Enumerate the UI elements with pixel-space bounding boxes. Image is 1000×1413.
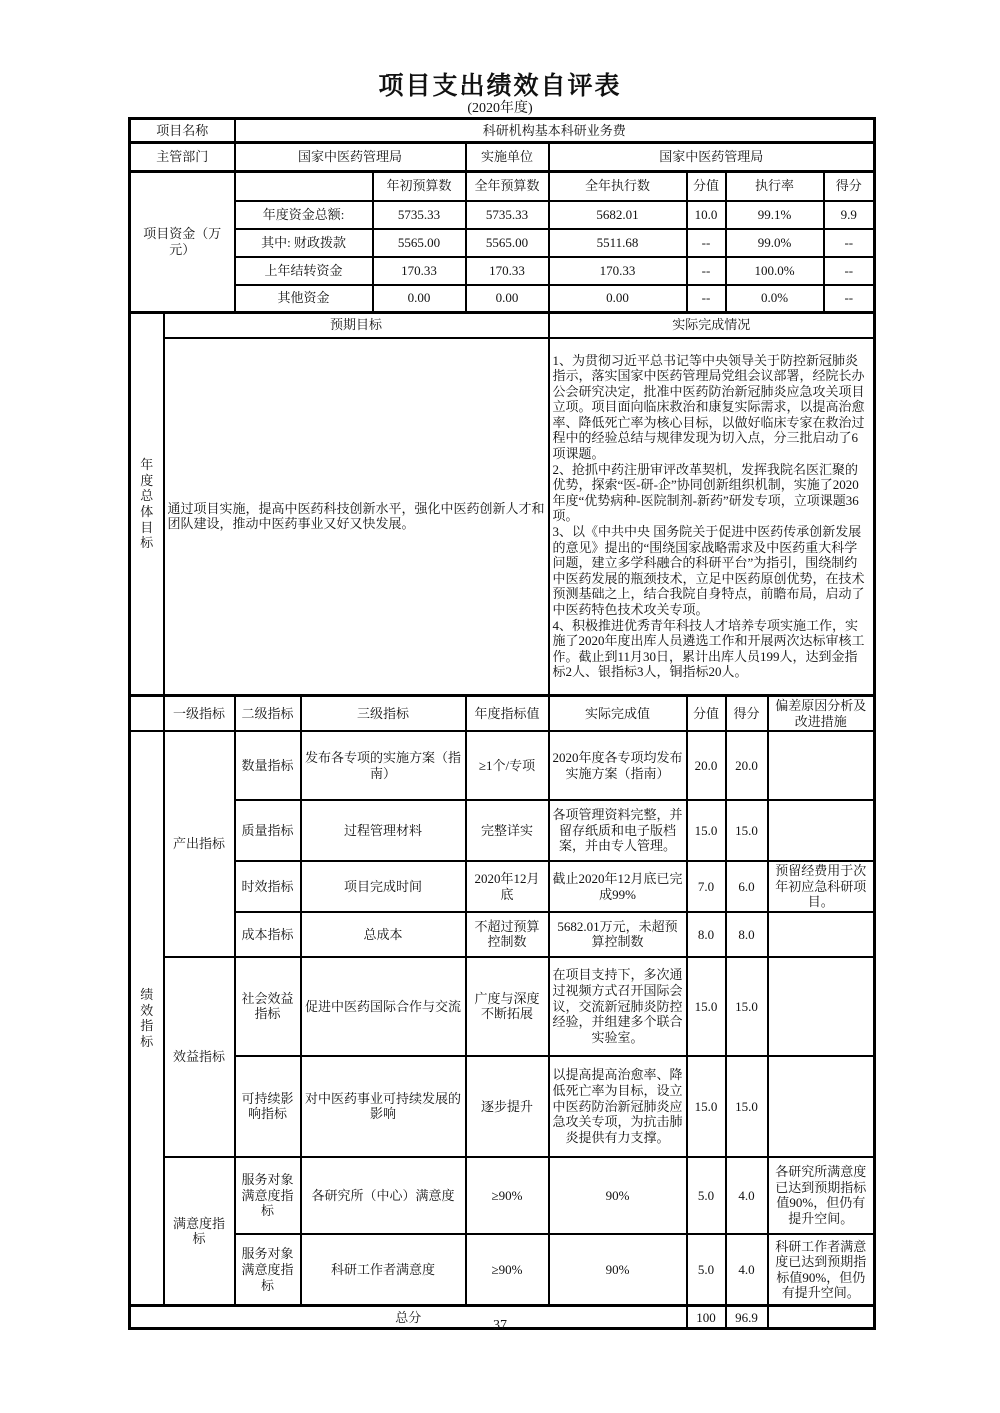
indicator-deviation-cell <box>768 731 875 800</box>
indicator-level3-cell: 科研工作者满意度 <box>301 1234 466 1306</box>
funding-annual-cell: 0.00 <box>466 285 549 313</box>
goals-actual-paragraph: 4、积极推进优秀青年科技人才培养专项实施工作，实施了2020年度出库人员遴选工作和开展两次达标审核工作。截止到11月30日，累计出库人员199人，达到金指标2人、银指标3人，铜指标20人。 <box>552 617 865 680</box>
funding-rate-cell: 99.1% <box>726 201 824 229</box>
impl-value-cell: 国家中医药管理局 <box>549 143 875 172</box>
indicator-level3-cell: 对中医药事业可持续发展的影响 <box>301 1056 466 1157</box>
indicator-points-cell: 15.0 <box>687 1056 726 1157</box>
goals-actual-paragraph: 2、抢抓中药注册审评改革契机，发挥我院名医汇聚的优势，探索“医-研-企”协同创新组织机制，实施了2020年度“优势病种-医院制剂-新药”研发专项，立项课题36项。 <box>552 461 859 524</box>
funding-sublabel-cell: 年度资金总额: <box>235 201 373 229</box>
funding-score-cell: -- <box>824 285 875 313</box>
indicator-points-cell: 20.0 <box>687 731 726 800</box>
indicator-level2-cell: 数量指标 <box>235 731 301 800</box>
page-title: 项目支出绩效自评表 <box>378 73 622 100</box>
goals-expected-text: 通过项目实施，提高中医药科技创新水平，强化中医药创新人才和团队建设，推动中医药事业又好又快发展。 <box>167 500 545 532</box>
indicator-points-cell: 5.0 <box>687 1157 726 1234</box>
indicator-points-cell: 15.0 <box>687 957 726 1056</box>
indicator-deviation-cell: 预留经费用于次年初应急科研项目。 <box>768 861 875 912</box>
funding-annual-cell: 5735.33 <box>466 201 549 229</box>
funding-rate-cell: 99.0% <box>726 229 824 257</box>
indicator-group-satisfaction: 满意度指标 <box>164 1157 235 1306</box>
project-name-value-cell: 科研机构基本科研业务费 <box>235 119 875 143</box>
indicator-level3-cell: 总成本 <box>301 912 466 957</box>
funding-score-cell: -- <box>824 257 875 285</box>
funding-sublabel-cell: 其他资金 <box>235 285 373 313</box>
indicators-col-target: 年度指标值 <box>466 696 549 732</box>
indicator-actual-cell: 90% <box>549 1157 687 1234</box>
page-subtitle: (2020年度) <box>467 101 533 116</box>
indicator-level2-cell: 时效指标 <box>235 861 301 912</box>
funding-score-cell: 9.9 <box>824 201 875 229</box>
indicator-level2-cell: 社会效益指标 <box>235 957 301 1056</box>
indicator-actual-cell: 90% <box>549 1234 687 1306</box>
indicator-score-cell: 15.0 <box>726 1056 768 1157</box>
indicator-level3-cell: 过程管理材料 <box>301 800 466 861</box>
department-row <box>130 143 875 172</box>
project-name-row <box>130 119 875 143</box>
indicator-deviation-cell: 各研究所满意度已达到预期指标值90%，但仍有提升空间。 <box>768 1157 875 1234</box>
indicator-row <box>130 800 875 861</box>
indicator-deviation-cell <box>768 1056 875 1157</box>
indicator-target-cell: ≥90% <box>466 1234 549 1306</box>
indicator-level2-cell: 成本指标 <box>235 912 301 957</box>
indicator-row <box>130 957 875 1056</box>
project-name-label-cell: 项目名称 <box>130 119 235 143</box>
indicator-deviation-cell: 科研工作者满意度已达到预期指标值90%，但仍有提升空间。 <box>768 1234 875 1306</box>
indicator-score-cell: 15.0 <box>726 957 768 1056</box>
indicator-deviation-cell <box>768 912 875 957</box>
funding-annual-cell: 170.33 <box>466 257 549 285</box>
indicator-row <box>130 1056 875 1157</box>
total-label-cell: 总分 <box>130 1306 687 1329</box>
funding-row <box>130 201 875 229</box>
funding-col-score: 得分 <box>824 172 875 201</box>
indicator-actual-cell: 在项目支持下，多次通过视频方式召开国际会议，交流新冠肺炎防控经验，并组建多个联合实验室。 <box>549 957 687 1056</box>
funding-header-row <box>130 172 875 201</box>
indicator-actual-cell: 以提高提高治愈率、降低死亡率为目标，设立中医药防治新冠肺炎应急攻关专项，为抗击肺炎提供有力支撑。 <box>549 1056 687 1157</box>
self-evaluation-table <box>128 117 876 1330</box>
indicator-row <box>130 912 875 957</box>
indicator-points-cell: 5.0 <box>687 1234 726 1306</box>
goals-actual-header-cell: 实际完成情况 <box>549 313 875 338</box>
funding-initial-cell: 0.00 <box>373 285 466 313</box>
indicator-target-cell: 不超过预算控制数 <box>466 912 549 957</box>
goals-actual-paragraph: 3、以《中共中央 国务院关于促进中医药传承创新发展的意见》提出的“围绕国家战略需求及中医药重大科学问题，建立多学科融合的科研平台”为指引，围绕制约中医药发展的瓶颈技术，立足中医药原创优势，在技术预测基础之上，结合我院自身特点，前瞻布局，启动了中医药特色技术攻关专项。 <box>552 524 865 618</box>
indicator-score-cell: 20.0 <box>726 731 768 800</box>
indicator-level2-cell: 服务对象满意度指标 <box>235 1157 301 1234</box>
goals-header-row <box>130 313 875 338</box>
indicator-level3-cell: 发布各专项的实施方案（指南） <box>301 731 466 800</box>
funding-col-annual: 全年预算数 <box>466 172 549 201</box>
indicator-target-cell: 完整详实 <box>466 800 549 861</box>
indicator-level2-cell: 质量指标 <box>235 800 301 861</box>
indicator-group-benefit: 效益指标 <box>164 957 235 1157</box>
indicator-points-cell: 7.0 <box>687 861 726 912</box>
indicator-target-cell: 2020年12月底 <box>466 861 549 912</box>
funding-annual-cell: 5565.00 <box>466 229 549 257</box>
indicator-row <box>130 861 875 912</box>
indicator-score-cell: 8.0 <box>726 912 768 957</box>
funding-initial-cell: 5565.00 <box>373 229 466 257</box>
indicator-level3-cell: 项目完成时间 <box>301 861 466 912</box>
indicator-level3-cell: 各研究所（中心）满意度 <box>301 1157 466 1234</box>
funding-executed-cell: 170.33 <box>549 257 687 285</box>
funding-score-cell: -- <box>824 229 875 257</box>
indicator-deviation-cell <box>768 957 875 1056</box>
funding-initial-cell: 170.33 <box>373 257 466 285</box>
page-number: 37 <box>493 1318 507 1333</box>
funding-executed-cell: 0.00 <box>549 285 687 313</box>
indicator-score-cell: 6.0 <box>726 861 768 912</box>
funding-points-cell: -- <box>687 285 726 313</box>
funding-rate-cell: 0.0% <box>726 285 824 313</box>
funding-sublabel-cell: 其中: 财政拨款 <box>235 229 373 257</box>
dept-value-cell: 国家中医药管理局 <box>235 143 466 172</box>
indicator-target-cell: 逐步提升 <box>466 1056 549 1157</box>
indicator-actual-cell: 截止2020年12月底已完成99% <box>549 861 687 912</box>
indicator-row <box>130 1157 875 1234</box>
indicators-empty-header-cell <box>130 696 164 732</box>
indicator-level3-cell: 促进中医药国际合作与交流 <box>301 957 466 1056</box>
funding-col-rate: 执行率 <box>726 172 824 201</box>
funding-col-initial: 年初预算数 <box>373 172 466 201</box>
funding-row <box>130 285 875 313</box>
indicator-level2-cell: 服务对象满意度指标 <box>235 1234 301 1306</box>
goals-actual-text-cell <box>549 338 875 696</box>
indicator-deviation-cell <box>768 800 875 861</box>
funding-row <box>130 257 875 285</box>
indicators-header-row <box>130 696 875 732</box>
funding-executed-cell: 5682.01 <box>549 201 687 229</box>
indicators-col-level3: 三级指标 <box>301 696 466 732</box>
funding-points-cell: 10.0 <box>687 201 726 229</box>
indicator-points-cell: 15.0 <box>687 800 726 861</box>
indicator-row <box>130 731 875 800</box>
indicator-target-cell: 广度与深度不断拓展 <box>466 957 549 1056</box>
total-score-cell: 96.9 <box>726 1306 768 1329</box>
goals-expected-text-cell <box>164 338 549 696</box>
indicators-col-level1: 一级指标 <box>164 696 235 732</box>
funding-points-cell: -- <box>687 229 726 257</box>
indicators-col-level2: 二级指标 <box>235 696 301 732</box>
indicator-actual-cell: 2020年度各专项均发布实施方案（指南） <box>549 731 687 800</box>
indicator-points-cell: 8.0 <box>687 912 726 957</box>
indicator-score-cell: 4.0 <box>726 1234 768 1306</box>
indicator-row <box>130 1234 875 1306</box>
indicator-target-cell: ≥90% <box>466 1157 549 1234</box>
funding-col-executed: 全年执行数 <box>549 172 687 201</box>
funding-initial-cell: 5735.33 <box>373 201 466 229</box>
indicators-col-score: 得分 <box>726 696 768 732</box>
dept-label-cell: 主管部门 <box>130 143 235 172</box>
indicators-section-label-cell: 绩效指标 <box>130 731 164 1306</box>
funding-row <box>130 229 875 257</box>
indicator-actual-cell: 5682.01万元，未超预算控制数 <box>549 912 687 957</box>
total-points-cell: 100 <box>687 1306 726 1329</box>
funding-points-cell: -- <box>687 257 726 285</box>
indicator-group-output: 产出指标 <box>164 731 235 957</box>
funding-col-points: 分值 <box>687 172 726 201</box>
funding-section-label-cell: 项目资金（万元） <box>130 172 235 313</box>
goals-actual-paragraph: 1、为贯彻习近平总书记等中央领导关于防控新冠肺炎指示，落实国家中医药管理局党组会议部署，经院长办公会研究决定，批准中医药防治新冠肺炎应急攻关项目立项。项目面向临床救治和康复实际需求，以提高治愈率、降低死亡率为核心目标，以做好临床专家在救治过程中的经验总结与规律发现为切入点，分三批启动了6项课题。 <box>552 352 865 462</box>
indicator-score-cell: 4.0 <box>726 1157 768 1234</box>
funding-sublabel-cell: 上年结转资金 <box>235 257 373 285</box>
goals-section-label-cell: 年度总体目标 <box>130 313 164 696</box>
indicators-col-points: 分值 <box>687 696 726 732</box>
indicators-col-deviation: 偏差原因分析及改进措施 <box>768 696 875 732</box>
funding-empty-header-cell <box>235 172 373 201</box>
indicator-score-cell: 15.0 <box>726 800 768 861</box>
indicators-col-actual: 实际完成值 <box>549 696 687 732</box>
impl-label-cell: 实施单位 <box>466 143 549 172</box>
indicator-actual-cell: 各项管理资料完整，并留存纸质和电子版档案，并由专人管理。 <box>549 800 687 861</box>
indicator-target-cell: ≥1个/专项 <box>466 731 549 800</box>
goals-body-row <box>130 338 875 696</box>
goals-expected-header-cell: 预期目标 <box>164 313 549 338</box>
indicator-level2-cell: 可持续影响指标 <box>235 1056 301 1157</box>
funding-rate-cell: 100.0% <box>726 257 824 285</box>
funding-executed-cell: 5511.68 <box>549 229 687 257</box>
